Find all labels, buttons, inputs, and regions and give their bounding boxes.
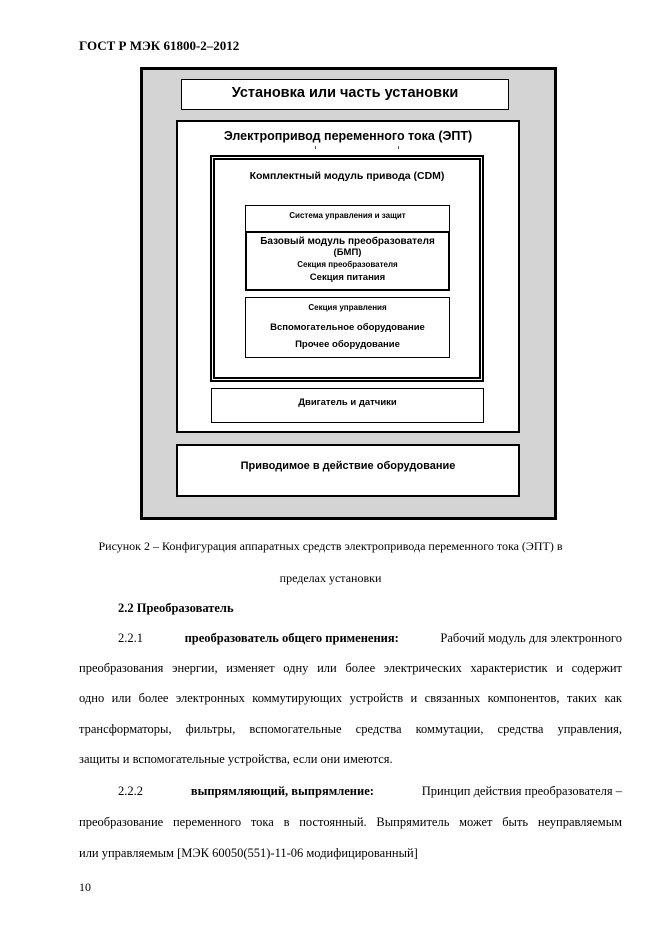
power-section-label: Секция питания xyxy=(309,272,386,283)
paragraph-line: преобразования энергии, изменяет одну или более электрических характеристик и содержит xyxy=(79,661,622,675)
term-text: Принцип действия преобразователя – xyxy=(421,784,622,798)
document-header: ГОСТ Р МЭК 61800-2–2012 xyxy=(79,38,240,53)
term-name: преобразователь общего применения: xyxy=(184,631,399,645)
paragraph-line: трансформаторы, фильтры, вспомогательные средства коммутации, средства управления, xyxy=(79,722,622,736)
section-title: 2.2 Преобразователь xyxy=(118,601,234,615)
paragraph-line: защиты и вспомогательные устройства, если они имеются. xyxy=(79,752,393,766)
control-protection-label: Система управления и защит xyxy=(289,211,406,220)
driven-equipment-label: Приводимое в действие оборудование xyxy=(240,460,456,472)
driven-equipment-box xyxy=(176,444,520,497)
control-section-label: Секция управления xyxy=(308,303,387,312)
paragraph-line: или управляемым [МЭК 60050(551)-11-06 модифицированный] xyxy=(79,846,418,860)
paragraph-line: одно или более электронных коммутирующих устройств и связанных компонентов, таких как xyxy=(79,691,622,705)
installation-label: Установка или часть установки xyxy=(231,85,459,101)
control-section-box xyxy=(245,297,450,358)
term-number: 2.2.2 xyxy=(118,784,143,798)
term-2-2-2-first-line xyxy=(118,784,622,799)
ept-label: Электропривод переменного тока (ЭПТ) xyxy=(223,129,473,143)
other-equipment-label: Прочее оборудование xyxy=(295,339,400,350)
tick-mark xyxy=(315,146,316,149)
term-2-2-1-first-line xyxy=(118,631,622,646)
paragraph-line: преобразование переменного тока в постоянный. Выпрямитель может быть неуправляемым xyxy=(79,815,622,829)
page-number: 10 xyxy=(79,880,91,894)
cdm-label: Комплектный модуль привода (CDM) xyxy=(249,170,445,182)
bmp-abbrev: (БМП) xyxy=(333,247,362,258)
term-text: Рабочий модуль для электронного xyxy=(440,631,622,645)
tick-mark xyxy=(398,146,399,149)
motor-box xyxy=(211,388,484,423)
figure-caption-cont: пределах установки xyxy=(279,571,382,585)
term-name: выпрямляющий, выпрямление: xyxy=(190,784,374,798)
installation-box xyxy=(181,79,509,110)
control-protection-box xyxy=(245,205,450,232)
converter-section-label: Секция преобразователя xyxy=(297,260,398,269)
bmp-box xyxy=(245,231,450,291)
aux-equipment-label: Вспомогательное оборудование xyxy=(270,322,425,333)
term-number: 2.2.1 xyxy=(118,631,143,645)
bmp-label: Базовый модуль преобразователя xyxy=(260,236,435,247)
figure-caption: Рисунок 2 – Конфигурация аппаратных средств электропривода переменного тока (ЭПТ) в xyxy=(98,539,563,553)
motor-label: Двигатель и датчики xyxy=(298,397,397,408)
